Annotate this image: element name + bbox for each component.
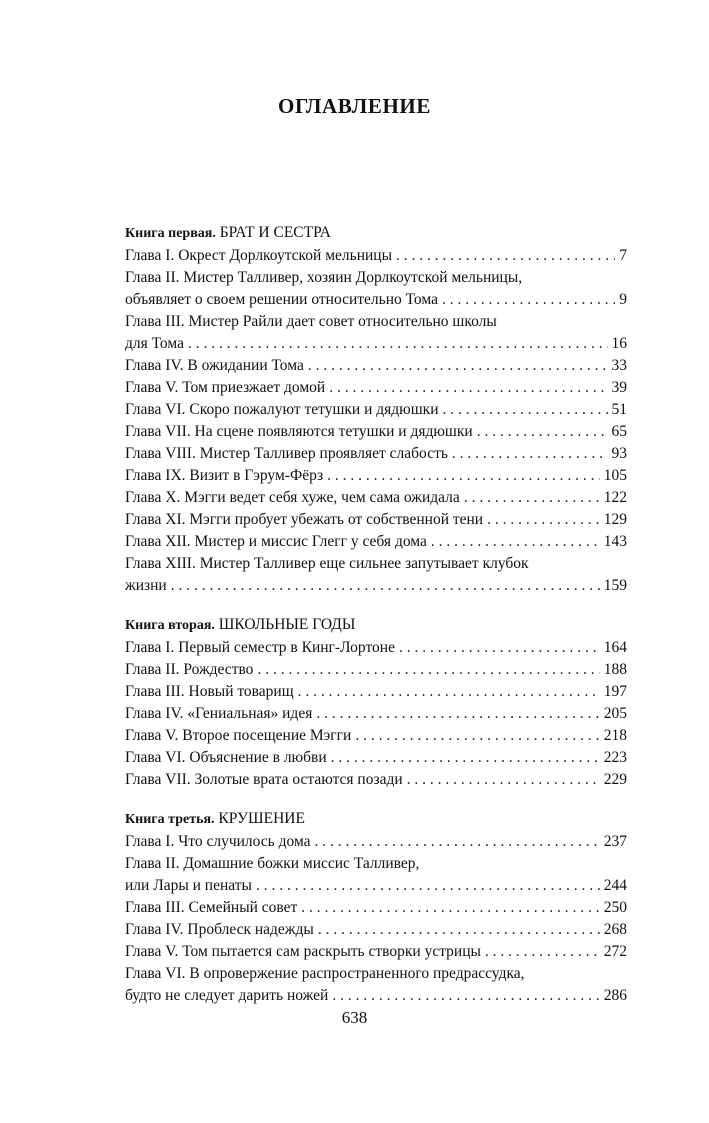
toc-entry-row (125, 985, 627, 1007)
dot-leader (315, 831, 600, 853)
toc-entry (125, 509, 627, 531)
chapter-title: Глава III. Семейный совет (125, 899, 298, 916)
chapter-title: Глава XII. Мистер и миссис Глегг у себя дома (125, 533, 427, 550)
toc-entry (125, 531, 627, 553)
toc-entry-row (125, 659, 627, 681)
chapter-title: Глава VIII. Мистер Талливер проявляет слабость (125, 445, 448, 462)
chapter-title: жизни (125, 577, 167, 594)
chapter-page-number: 16 (611, 335, 627, 352)
dot-leader (485, 941, 600, 963)
book-title: КРУШЕНИЕ (218, 810, 305, 827)
toc-entry-row (125, 897, 627, 919)
dot-leader (442, 289, 615, 311)
toc-entry-row (125, 443, 627, 465)
chapter-page-number: 33 (611, 357, 627, 374)
toc-entry-row (125, 289, 627, 311)
chapter-page-number: 197 (603, 683, 627, 700)
chapter-title: для Тома (125, 335, 184, 352)
table-of-contents (125, 222, 627, 1007)
toc-entry-row (125, 377, 627, 399)
dot-leader (355, 725, 599, 747)
chapter-page-number: 286 (603, 987, 627, 1004)
chapter-page-number: 237 (603, 833, 627, 850)
dot-leader (464, 487, 600, 509)
book-title: ШКОЛЬНЫЕ ГОДЫ (218, 616, 356, 633)
toc-entry (125, 355, 627, 377)
toc-entry (125, 553, 627, 597)
chapter-page-number: 93 (611, 445, 627, 462)
dot-leader (396, 245, 615, 267)
toc-entry (125, 703, 627, 725)
chapter-page-number: 7 (619, 247, 627, 264)
chapter-title: Глава I. Что случилось дома (125, 833, 311, 850)
dot-leader (452, 443, 608, 465)
book-separator (125, 791, 627, 808)
toc-entry (125, 443, 627, 465)
dot-leader (431, 531, 600, 553)
chapter-title: Глава IV. В ожидании Тома (125, 357, 304, 374)
chapter-title: Глава VI. Скоро пожалуют тетушки и дядюшки (125, 401, 439, 418)
toc-entry-row (125, 919, 627, 941)
dot-leader (316, 703, 599, 725)
chapter-title: Глава III. Новый товарищ (125, 683, 294, 700)
toc-entry (125, 465, 627, 487)
toc-entry (125, 421, 627, 443)
chapter-title: Глава VII. Золотые врата остаются позади (125, 771, 403, 788)
dot-leader (188, 333, 608, 355)
chapter-page-number: 218 (603, 727, 627, 744)
chapter-title: будто не следует дарить ножей (125, 987, 329, 1004)
dot-leader (256, 875, 600, 897)
toc-entry (125, 919, 627, 941)
toc-entry-row (125, 831, 627, 853)
chapter-page-number: 122 (603, 489, 627, 506)
toc-entry (125, 267, 627, 311)
chapter-title: Глава V. Второе посещение Мэгги (125, 727, 352, 744)
dot-leader (327, 465, 600, 487)
toc-entry (125, 681, 627, 703)
toc-entry (125, 399, 627, 421)
toc-entry (125, 747, 627, 769)
dot-leader (329, 377, 607, 399)
chapter-page-number: 129 (603, 511, 627, 528)
chapter-title: Глава VII. На сцене появляются тетушки и дядюшки (125, 423, 473, 440)
toc-entry-row (125, 747, 627, 769)
dot-leader (171, 575, 600, 597)
dot-leader (331, 747, 600, 769)
book-label: Книга первая. (125, 226, 216, 241)
toc-entry-row (125, 465, 627, 487)
chapter-page-number: 105 (603, 467, 627, 484)
chapter-title: Глава XI. Мэгги пробует убежать от собственной тени (125, 511, 484, 528)
chapter-page-number: 9 (619, 291, 627, 308)
chapter-page-number: 159 (603, 577, 627, 594)
toc-entry (125, 897, 627, 919)
toc-entry (125, 311, 627, 355)
toc-entry (125, 853, 627, 897)
chapter-page-number: 272 (603, 943, 627, 960)
chapter-page-number: 268 (603, 921, 627, 938)
book-heading (125, 808, 627, 831)
chapter-page-number: 205 (603, 705, 627, 722)
chapter-page-number: 164 (603, 639, 627, 656)
book-label: Книга вторая. (125, 618, 215, 633)
chapter-title: Глава IX. Визит в Гэрум-Фёрз (125, 467, 324, 484)
toc-entry (125, 725, 627, 747)
chapter-title: Глава II. Рождество (125, 661, 254, 678)
dot-leader (301, 897, 599, 919)
chapter-title: объявляет о своем решении относительно Тома (125, 291, 438, 308)
page-title: ОГЛАВЛЕНИЕ (278, 94, 431, 118)
toc-entry-row (125, 421, 627, 443)
toc-entry (125, 487, 627, 509)
toc-entry-line: Глава II. Мистер Талливер, хозяин Дорлкоутской мельницы, (125, 269, 523, 286)
toc-entry-row (125, 769, 627, 791)
toc-entry-line: Глава II. Домашние божки миссис Талливер, (125, 855, 420, 872)
dot-leader (298, 681, 600, 703)
chapter-page-number: 229 (603, 771, 627, 788)
dot-leader (477, 421, 608, 443)
dot-leader (332, 985, 599, 1007)
chapter-page-number: 143 (603, 533, 627, 550)
chapter-title: Глава V. Том пытается сам раскрыть створки устрицы (125, 943, 481, 960)
book-heading (125, 222, 627, 245)
book-title: БРАТ И СЕСТРА (219, 224, 331, 241)
chapter-page-number: 223 (603, 749, 627, 766)
toc-entry (125, 637, 627, 659)
chapter-title: Глава I. Окрест Дорлкоутской мельницы (125, 247, 393, 264)
toc-entry (125, 831, 627, 853)
toc-entry-row (125, 245, 627, 267)
chapter-title: Глава IV. Проблеск надежды (125, 921, 314, 938)
toc-entry-line: Глава III. Мистер Райли дает совет относительно школы (125, 313, 497, 330)
chapter-title: или Лары и пенаты (125, 877, 252, 894)
dot-leader (407, 769, 600, 791)
chapter-title: Глава X. Мэгги ведет себя хуже, чем сама ожидала (125, 489, 460, 506)
chapter-title: Глава V. Том приезжает домой (125, 379, 326, 396)
toc-entry-row (125, 531, 627, 553)
toc-entry-row (125, 487, 627, 509)
chapter-page-number: 244 (603, 877, 627, 894)
toc-entry-row (125, 703, 627, 725)
chapter-page-number: 51 (611, 401, 627, 418)
toc-entry-row (125, 399, 627, 421)
toc-entry-line: Глава VI. В опровержение распространенного предрассудка, (125, 965, 525, 982)
page-number: 638 (341, 1008, 368, 1027)
toc-entry-row (125, 575, 627, 597)
chapter-page-number: 188 (603, 661, 627, 678)
chapter-title: Глава IV. «Гениальная» идея (125, 705, 313, 722)
chapter-page-number: 65 (611, 423, 627, 440)
toc-entry-row (125, 941, 627, 963)
dot-leader (487, 509, 600, 531)
toc-entry (125, 769, 627, 791)
toc-entry (125, 377, 627, 399)
dot-leader (257, 659, 599, 681)
book-separator (125, 597, 627, 614)
chapter-title: Глава I. Первый семестр в Кинг-Лортоне (125, 639, 395, 656)
toc-entry-row (125, 333, 627, 355)
toc-entry-row (125, 355, 627, 377)
dot-leader (443, 399, 608, 421)
toc-entry-row (125, 725, 627, 747)
dot-leader (308, 355, 608, 377)
toc-entry (125, 941, 627, 963)
toc-entry-row (125, 681, 627, 703)
toc-entry-row (125, 875, 627, 897)
book-heading (125, 614, 627, 637)
toc-entry (125, 245, 627, 267)
dot-leader (399, 637, 600, 659)
chapter-title: Глава VI. Объяснение в любви (125, 749, 327, 766)
dot-leader (318, 919, 600, 941)
toc-entry-row (125, 509, 627, 531)
toc-entry-row (125, 637, 627, 659)
book-label: Книга третья. (125, 812, 215, 827)
toc-entry-line: Глава XIII. Мистер Талливер еще сильнее запутывает клубок (125, 555, 529, 572)
toc-entry (125, 659, 627, 681)
chapter-page-number: 250 (603, 899, 627, 916)
chapter-page-number: 39 (611, 379, 627, 396)
toc-entry (125, 963, 627, 1007)
